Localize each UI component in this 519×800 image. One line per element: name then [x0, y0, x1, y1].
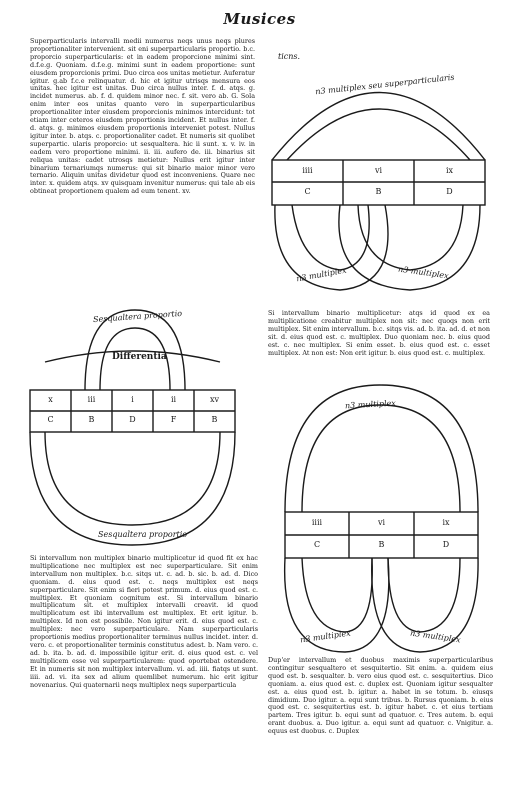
diagram-mid-bottom-arc-label: Sesqualtera proportio — [98, 530, 188, 539]
diagram-bot-cell-1: iiii — [311, 518, 323, 527]
diagram-mid-letter-5: B — [211, 415, 218, 424]
diagram-bot-arc-label: n3 multiplex — [344, 398, 396, 411]
diagram-mid-cell-3: i — [131, 395, 134, 404]
paragraph-superparticularis: Superparticularis intervalli medii numerus neqs unus neqs plures proportionaliter intervenient. sit eni superparticularis proportio. b.c. proporcio superparticularis: et in eadem proporcione minimi sint. d.f.e.g. Quoniam. d.f.e.g. minimi sunt in eadem proportione: sunt eiusdem proporcionis primi. Duo circa eos unitas metietur. Auferatur igitur. g.ab f.c.e relinquatur. d. hic et igitur utrisqs mensura eos unitas. hec igitur est unitas. Duo circa nullus inter. f. d. atqs. g. incidet numerus. ab. f. d. quidem minor nec. f. sit. vero ab. G. Sola enim inter eos unitas quanto vero in superparticularibus proportionaliter inter eiusdem proporcionis minimos intercidunt: tot etiam inter ceteros eiusdem proportionis incident. Et nullus inter. f. d. atqs. g. minimos eiusdem proportionis interveniet potest. Nullus igitur inter. b. atqs. c. proportionaliter cadet. Et numeris sit quolibet superpartic. ularis proporcio: ut sesqualtera. hic ii sunt. x. v. iv. in eadem vero proportione minimi. ii. iii. aufero de. iii. binarius sit reliqua unitas: cadet utrosqs metietur: Nullus erit igitur inter binarium ternariumqs numerus: qui sit binario maior minor vero ternario. Aliquin unitas dividetur quod est inconveniens. Quare nec inter. x. quidem atqs. xv quisquam invenitur numerus: qui tale ab eis obtineat proportionem qualem ad eum tenent. xv. — [30, 38, 255, 196]
diagram-bot-letter-2: B — [378, 540, 385, 549]
diagram-top-cell-1: iiii — [302, 166, 313, 175]
diagram-mid-top-arc-label: Sesqualtera proportio — [92, 308, 183, 325]
paragraph-multiplex: Si intervallum binario multiplicetur: atqs id quod ex ea multiplicatione creabitur multiplex non sit: nec quoqs non erit multiplex. Sit enim intervallum. b.c. sitqs vis. ad. b. ita. ad. d. et non sit. d. eius quod est. c. multiplex. Duo quoniam nec. b. eius quod est. c. nec multiplex. Si enim esset. b. eius quod est. c. esset multiplex. At non est: Non erit igitur. b. eius quod est. c. multiplex. — [268, 310, 490, 357]
diagram-bot-letter-3: D — [442, 540, 450, 549]
paragraph-non-multiplex: Si intervallum non multiplex binario multiplicetur id quod fit ex hac multiplicatione nec multiplex est nec superparticulare. Sit enim intervallum non multiplex. b.c. sitqs ut. c. ad. b. sic. b. ad. d. Dico quoniam. d. eius quod est. c. neqs multiplex est neqs superparticulare. Sit enim si fieri potest primum. d. eius quod est. c. multiplex. Et quoniam cognitum est. Si intervallum binario multiplicatum sit. et multiplex intervalli creavit. id quod multiplicatum est ibi intervallum est multiplex. Et erit igitur. b. multiplex. Id non est possibile. Non igitur erit. d. eius quod est. c. multiplex: nec vero superparticulare. Nam superparticularis proportionis medius proportionaliter terminus nullus incidet. inter. d. vero. c. et proportionaliter terminis constitutus adest. b. Nam vero. c. ad. b. ita. b. ad. d. impossibile igitur erit. d. eius quod est. c. vel multiplicem esse vel superparticularem: quod oportebat ostendere. Et in numeris sit non multiplex intervallum. vi. ad. iiii. fiatqs ut sunt. iiii. ad. vi. ita sex ad alium quemlibet numerum. hic erit igitur novenarius. Qui quaternarii neqs multiplex neqs superparticula — [30, 555, 258, 689]
diagram-mid-letter-2: B — [88, 415, 95, 424]
diagram-bot-right-lobe-label: n3 multiplex — [409, 628, 462, 645]
diagram-bot-cell-2: vi — [377, 518, 386, 527]
diagram-top-arc-label: n3 multiplex seu superparticularis — [314, 72, 455, 97]
page-title: Musices — [223, 10, 296, 28]
fragment-ticns: ticns. — [278, 52, 301, 61]
diagram-mid-letter-1: C — [47, 415, 54, 424]
diagram-bot-left-lobe-label: n3 multiplex — [299, 628, 352, 645]
diagram-bot-cell-3: ix — [442, 518, 450, 527]
diagram-top-left-lobe-label: n3 multiplex — [295, 265, 348, 284]
diagram-top-cell-2: vi — [374, 166, 383, 175]
diagram-top-cell-3: ix — [445, 166, 454, 175]
diagram-top-letter-2: B — [375, 187, 382, 196]
diagram-top-letter-3: D — [446, 187, 453, 196]
diagram-top-right-lobe-label: n3 multiplex — [397, 264, 450, 281]
diagram-bot-letter-1: C — [313, 540, 321, 549]
diagram-mid-cell-2: iii — [87, 395, 96, 404]
diagram-mid-inner-label: Differentia — [112, 352, 167, 362]
diagram-mid-cell-1: x — [48, 395, 53, 404]
diagram-mid-cell-5: xv — [209, 395, 220, 404]
diagram-mid-letter-3: D — [129, 415, 136, 424]
diagram-mid-letter-4: F — [170, 415, 177, 424]
paragraph-duplex: Dup'er intervallum et duobus maximis superparticularibus contingitur sesqualtero et sesquitertio. Sit enim. a. quidem eius quod est. b. sesqualter. b. vero eius quod est. c. sesquitertius. Dico quoniam. a. eius quod est. c. duplex est. Quoniam igitur sesqualter est. a. eius quod est. b. igitur. a. habet in se totum. b. eiusqs dimidium. Duo igitur. a. equi sunt tribus. b. Rursus quoniam. b. eius quod est. c. sesquitertius est. b. igitur habet. c. et eius tertiam partem. Tres igitur. b. equi sunt ad quatuor. c. Tres autem. b. equi erant duobus. a. Duo igitur. a. equi sunt ad quatuor. c. Vnigitur. a. equus est duobus. c. Duplex — [268, 657, 493, 736]
diagram-top-letter-1: C — [304, 187, 311, 196]
diagram-mid-cell-4: ii — [170, 395, 177, 404]
